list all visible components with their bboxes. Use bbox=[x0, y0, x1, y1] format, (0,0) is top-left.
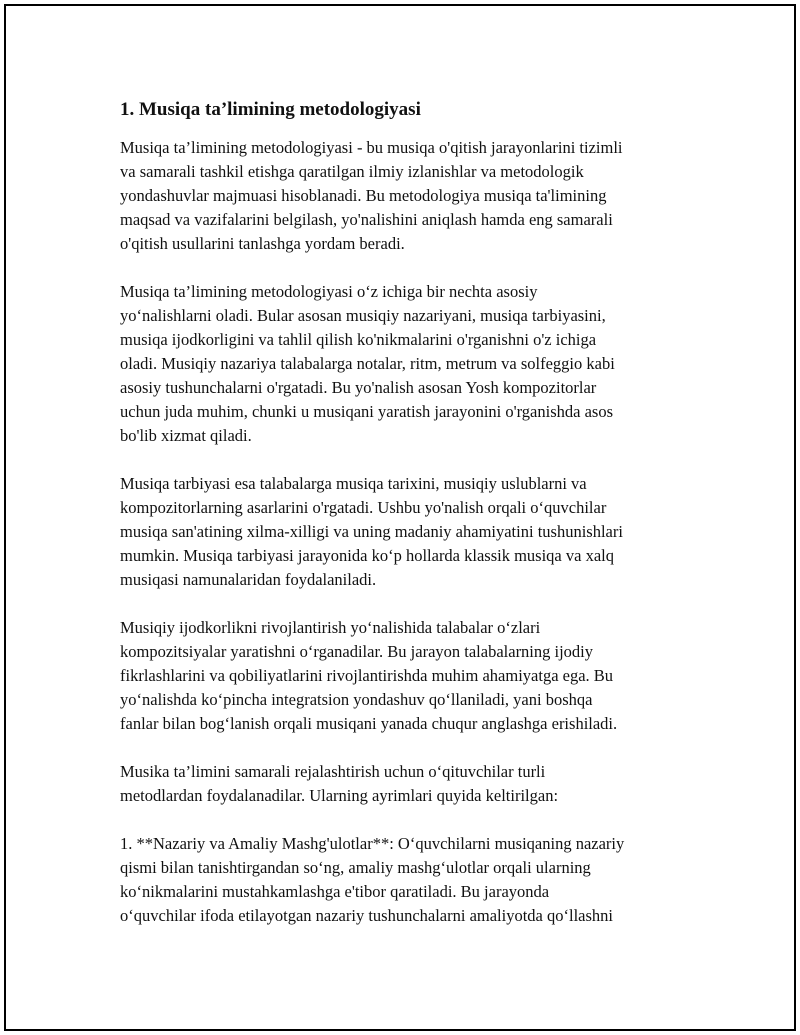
text-line: musiqa san'atining xilma-xilligi va uning madaniy ahamiyatini tushunishlari bbox=[120, 522, 623, 541]
document-page bbox=[4, 4, 796, 1031]
text-line: kompozitsiyalar yaratishni o‘rganadilar. Bu jarayon talabalarning ijodiy bbox=[120, 642, 594, 661]
text-line: va samarali tashkil etishga qaratilgan ilmiy izlanishlar va metodologik bbox=[120, 162, 584, 181]
paragraph-6-list-item bbox=[120, 832, 700, 928]
paragraph-4 bbox=[120, 616, 700, 736]
paragraph-1 bbox=[120, 136, 700, 256]
text-line: kompozitorlarning asarlarini o'rgatadi. Ushbu yo'nalish orqali o‘quvchilar bbox=[120, 498, 607, 517]
text-line: yo‘nalishlarni oladi. Bular asosan musiqiy nazariyani, musiqa tarbiyasini, bbox=[120, 306, 606, 325]
text-line: musiqasi namunalaridan foydalaniladi. bbox=[120, 570, 377, 589]
text-line: maqsad va vazifalarini belgilash, yo'nalishini aniqlash hamda eng samarali bbox=[120, 210, 613, 229]
paragraph-3 bbox=[120, 472, 700, 592]
text-line: Musika ta’limini samarali rejalashtirish uchun o‘qituvchilar turli bbox=[120, 762, 546, 781]
text-line: yondashuvlar majmuasi hisoblanadi. Bu metodologiya musiqa ta'limining bbox=[120, 186, 607, 205]
text-line: musiqa ijodkorligini va tahlil qilish ko'nikmalarini o'rganishni o'z ichiga bbox=[120, 330, 597, 349]
text-line: asosiy tushunchalarni o'rgatadi. Bu yo'nalish asosan Yosh kompozitorlar bbox=[120, 378, 597, 397]
text-line: o‘quvchilar ifoda etilayotgan nazariy tushunchalarni amaliyotda qo‘llashni bbox=[120, 906, 614, 925]
text-line: yo‘nalishda ko‘pincha integratsion yondashuv qo‘llaniladi, yani boshqa bbox=[120, 690, 593, 709]
text-line: metodlardan foydalanadilar. Ularning ayrimlari quyida keltirilgan: bbox=[120, 786, 559, 805]
text-line: mumkin. Musiqa tarbiyasi jarayonida ko‘p hollarda klassik musiqa va xalq bbox=[120, 546, 614, 565]
text-line: fikrlashlarini va qobiliyatlarini rivojlantirishda muhim ahamiyatga ega. Bu bbox=[120, 666, 614, 685]
paragraph-5 bbox=[120, 760, 700, 808]
text-line: 1. **Nazariy va Amaliy Mashg'ulotlar**: O‘quvchilarni musiqaning nazariy bbox=[120, 834, 625, 853]
text-line: uchun juda muhim, chunki u musiqani yaratish jarayonini o'rganishda asos bbox=[120, 402, 614, 421]
paragraph-2 bbox=[120, 280, 700, 448]
text-line: oladi. Musiqiy nazariya talabalarga notalar, ritm, metrum va solfeggio kabi bbox=[120, 354, 615, 373]
text-line: Musiqa ta’limining metodologiyasi o‘z ichiga bir nechta asosiy bbox=[120, 282, 538, 301]
document-body bbox=[120, 98, 700, 952]
text-line: Musiqa ta’limining metodologiyasi - bu musiqa o'qitish jarayonlarini tizimli bbox=[120, 138, 623, 157]
text-line: Musiqa tarbiyasi esa talabalarga musiqa tarixini, musiqiy uslublarni va bbox=[120, 474, 587, 493]
section-title: 1. Musiqa ta’limining metodologiyasi bbox=[120, 99, 421, 120]
text-line: fanlar bilan bog‘lanish orqali musiqani yanada chuqur anglashga erishiladi. bbox=[120, 714, 618, 733]
text-line: ko‘nikmalarini mustahkamlashga e'tibor qaratiladi. Bu jarayonda bbox=[120, 882, 550, 901]
text-line: o'qitish usullarini tanlashga yordam beradi. bbox=[120, 234, 405, 253]
text-line: qismi bilan tanishtirgandan so‘ng, amaliy mashg‘ulotlar orqali ularning bbox=[120, 858, 591, 877]
text-line: Musiqiy ijodkorlikni rivojlantirish yo‘nalishida talabalar o‘zlari bbox=[120, 618, 541, 637]
text-line: bo'lib xizmat qiladi. bbox=[120, 426, 252, 445]
